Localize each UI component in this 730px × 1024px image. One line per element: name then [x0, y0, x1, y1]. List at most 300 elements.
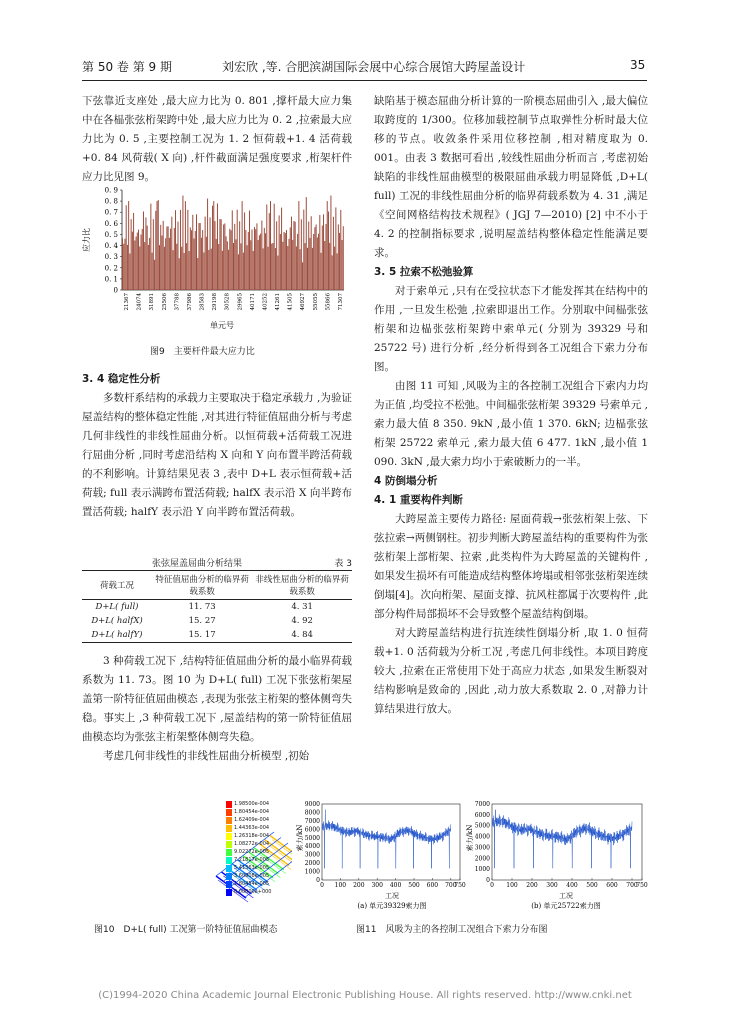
fig11b-y-tick-label: 7000 [474, 801, 490, 808]
fig9-bar [243, 253, 244, 290]
fig9-y-tick-label: 0. 3 [104, 253, 118, 262]
legend-swatch [226, 881, 232, 888]
figure-11b-chart [466, 800, 648, 912]
fig9-bar [268, 247, 269, 290]
fig9-bar [196, 214, 197, 290]
fig9-bar [316, 224, 317, 290]
fig9-bar [306, 197, 307, 290]
fig9-bar [302, 262, 303, 290]
fig9-bar [179, 258, 180, 290]
fig9-bar [218, 244, 219, 290]
fig9-bar [190, 227, 191, 290]
fig9-bar [248, 232, 249, 290]
fig9-bar [323, 214, 324, 290]
legend-swatch [226, 801, 232, 808]
fig9-x-tick-label: 24074 [136, 293, 143, 311]
fig11a-x-tick-label: 750 [454, 882, 466, 889]
fig9-bar [263, 248, 264, 290]
table-cell: 15. 17 [188, 630, 216, 640]
fig9-bar [259, 235, 260, 290]
fig9-bar [277, 256, 278, 290]
left-paragraph-1: 下弦靠近支座处 ,最大应力比为 0. 801 ,撑杆最大应力集中在各榀张弦桁架跨中处 ,最大应力比为 0. 2 ,拉索最大应力比为 0. 5 ,主要控制工况为 1. 2 恒荷载+1. 4 活荷载+0. 84 风荷载( X 向) ,杆件截面满足强度要求 ,桁架杆件应力比见图 9。 [82, 95, 352, 183]
legend-label: 5.41363e-005 [234, 865, 270, 871]
fig9-bar [234, 224, 235, 290]
fig9-bar [195, 231, 196, 290]
fig11a-y-tick-label: 7000 [304, 817, 320, 825]
legend-swatch [226, 817, 232, 824]
table-row [82, 614, 352, 628]
fig9-bar [311, 216, 312, 290]
fig9-bar [298, 201, 299, 290]
fig9-bar [286, 230, 287, 290]
fig11a-xlabel: 工况 [385, 892, 399, 900]
fig9-bar [223, 224, 224, 290]
fig9-bar [128, 201, 129, 290]
fig9-bar [307, 248, 308, 290]
fig9-bar [343, 226, 344, 290]
fig9-y-tick-label: 0. 6 [104, 219, 118, 228]
fig9-bar [271, 244, 272, 290]
fig9-bar [168, 226, 169, 290]
fig9-bar [264, 228, 265, 290]
fig9-bar [269, 213, 270, 290]
fig9-bar [318, 234, 319, 290]
fig9-x-tick-label: 30528 [224, 293, 231, 311]
fig9-x-tick-label: 29965 [237, 293, 244, 311]
fig11b-y-tick-label: 2000 [474, 855, 490, 863]
fig11a-y-tick-label: 3000 [304, 851, 320, 859]
fig9-bar [314, 227, 315, 290]
figure-10-legend [226, 800, 296, 896]
table-header-cell: 荷载工况 [99, 581, 134, 591]
fig11b-xlabel: 工况 [559, 892, 573, 900]
fig9-bar [284, 232, 285, 290]
legend-swatch [226, 865, 232, 872]
fig9-bar [200, 223, 201, 290]
fig9-bar [312, 248, 313, 290]
fig9-bar [221, 219, 222, 290]
fig9-bar [191, 230, 192, 290]
fig11a-y-tick-label: 6000 [304, 826, 320, 834]
fig9-bar [160, 225, 161, 290]
fig9-x-tick-label: 41505 [287, 293, 294, 311]
fig11a-y-tick-label: 9000 [304, 801, 320, 808]
fig11a-x-tick-label: 0 [320, 882, 324, 889]
fig9-bar [292, 240, 293, 290]
fig11b-ylabel: 索力/kN [466, 824, 474, 852]
fig9-bar [150, 204, 151, 290]
fig9-bar [280, 234, 281, 290]
fig9-bar [158, 200, 159, 290]
legend-swatch [226, 889, 232, 896]
fig9-bar [184, 253, 185, 290]
fig9-bar [175, 210, 176, 290]
table-header-row [82, 571, 352, 600]
fig9-bar [215, 221, 216, 290]
table-header-cell: 非线性屈曲分析的临界荷载系数 [255, 575, 349, 597]
legend-label: 7.21817e-005 [234, 857, 270, 863]
fig11b-frame [492, 804, 642, 880]
section-4-1-heading: 4. 1 重要构件判断 [374, 494, 463, 506]
fig9-bar [272, 243, 273, 290]
fig9-bar [229, 229, 230, 290]
fig11a-x-tick-label: 200 [353, 882, 365, 889]
fig9-x-tick-label: 31891 [149, 293, 156, 311]
fig9-bar [123, 244, 124, 290]
fig9-bar [297, 234, 298, 290]
table-cell: 4. 31 [291, 602, 313, 612]
fig9-bar [249, 210, 250, 290]
fig9-bar [293, 221, 294, 290]
fig9-y-tick-label: 0. 1 [104, 275, 118, 284]
fig9-bar [255, 229, 256, 290]
table-3-grid [82, 570, 352, 643]
fig9-bar [309, 238, 310, 290]
fig9-bar [154, 260, 155, 290]
fig9-x-tick-label: 71307 [338, 293, 344, 311]
table-cell: 11. 73 [188, 602, 216, 612]
legend-row [226, 848, 296, 856]
legend-label: 1.44363e-004 [234, 825, 270, 831]
fig9-bar [173, 250, 174, 290]
legend-label: 1.80454e-005 [234, 881, 270, 887]
fig11a-y-tick-label: 0 [316, 877, 320, 884]
table-row [82, 600, 352, 615]
fig9-bar [265, 233, 266, 290]
table-cell: 4. 84 [291, 630, 313, 640]
section-3-5-heading: 3. 5 拉索不松弛验算 [374, 266, 474, 278]
fig9-bar [303, 210, 304, 290]
fig9-y-tick-label: 0. 8 [104, 197, 118, 206]
fig11a-x-tick-label: 600 [426, 882, 439, 889]
fig11b-x-tick-label: 300 [546, 882, 558, 889]
fig9-bar [287, 246, 288, 290]
fig9-bar [327, 201, 328, 290]
fig9-bar [132, 232, 133, 290]
fig9-bar [244, 212, 245, 290]
legend-label: 3.60908e-005 [234, 873, 270, 879]
fig11a-y-tick-label: 8000 [304, 809, 320, 817]
fig9-bar [181, 247, 182, 290]
fig11b-x-tick-label: 400 [566, 882, 578, 889]
left-column [82, 92, 352, 187]
legend-swatch [226, 857, 232, 864]
fig9-bar [329, 243, 330, 290]
fig9-bar [139, 246, 140, 290]
figure-9-caption: 图9 主要杆件最大应力比 [150, 347, 255, 357]
fig11a-y-tick-label: 5000 [304, 834, 320, 842]
fig9-bar [276, 221, 277, 290]
fig9-bar [206, 237, 207, 290]
fig9-plot [105, 187, 344, 311]
legend-row [226, 808, 296, 816]
fig9-bar [282, 242, 283, 290]
fig9-ylabel: 应力比 [82, 228, 91, 252]
table-3 [82, 556, 352, 643]
fig9-bar [174, 228, 175, 290]
fig11b-y-tick-label: 6000 [474, 811, 490, 819]
fig9-bar [338, 224, 339, 290]
fig9-bar [127, 245, 128, 290]
legend-row [226, 872, 296, 880]
fig9-bar [197, 258, 198, 290]
legend-row [226, 856, 296, 864]
fig11b-plot [475, 801, 648, 889]
fig9-bar [169, 238, 170, 290]
fig9-bar [198, 223, 199, 290]
fig9-bar [313, 234, 314, 290]
figure-10-caption: 图10 D+L( full) 工况第一阶特征值屈曲模态 [94, 925, 278, 935]
fig9-bar [260, 234, 261, 290]
legend-label: 1.62409e-004 [234, 817, 270, 823]
legend-swatch [226, 873, 232, 880]
legend-label: 0.00000e+000 [234, 889, 272, 895]
fig9-y-tick-label: 0. 4 [104, 242, 118, 251]
right-paragraph-1: 缺陷基于模态屈曲分析计算的一阶模态屈曲引入 ,最大偏位取跨度的 1/300。位移加载控制节点取弹性分析时最大位移的节点。收敛条件采用位移控制 ,相对精度取为 0. 001。由表 3 数据可看出 ,较线性屈曲分析而言 ,考虑初始缺陷的非线性屈曲模型的极限屈曲承载力明显降低 ,D+L( full) 工况的非线性屈曲分析的临界荷载系数为 4. 31 ,满足《空间网格结构技术规程》( JGJ 7—2010) [2] 中不小于 4. 2 的控制指标要求 ,说明屋盖结构整体稳定性能满足要求。 [374, 95, 648, 259]
fig9-bar [321, 253, 322, 290]
fig11b-y-tick-label: 4000 [474, 833, 490, 841]
fig11a-y-tick-label: 4000 [304, 843, 320, 851]
fig11b-series-line [492, 810, 632, 869]
fig9-bar [328, 212, 329, 290]
page-number: 35 [630, 58, 646, 72]
fig9-bar [182, 196, 183, 290]
fig9-bar [285, 233, 286, 290]
legend-label: 9.02272e-005 [234, 849, 270, 855]
fig9-x-tick-label: 29198 [212, 293, 219, 311]
fig9-bar [189, 251, 190, 290]
fig9-y-tick-label: 0. 5 [104, 230, 118, 239]
fig11b-x-tick-label: 0 [490, 882, 494, 889]
fig9-bar [319, 215, 320, 290]
fig11b-x-tick-label: 600 [606, 882, 618, 889]
fig9-bar [176, 244, 177, 290]
fig9-bar [161, 236, 162, 290]
fig9-bar [235, 239, 236, 290]
fig9-bar [163, 221, 164, 290]
fig9-bar [164, 247, 165, 290]
fig11a-x-tick-label: 700 [445, 882, 457, 889]
right-paragraph-5: 对大跨屋盖结构进行抗连续性倒塌分析 ,取 1. 0 恒荷载+1. 0 活荷载为分析工况 ,考虑几何非线性。本项目跨度较大 ,拉索在正常使用下处于高应力状态 ,如果发生断裂对结构影响是致命的 ,因此 ,动力放大系数取 2. 0 ,对静力计算结果进行放大。 [374, 627, 648, 715]
fig9-bar [290, 227, 291, 290]
table-row [82, 628, 352, 643]
fig11b-y-tick-label: 3000 [474, 844, 490, 852]
fig9-bar [157, 201, 158, 290]
legend-row [226, 824, 296, 832]
fig9-bar [129, 254, 130, 290]
fig9-bar [137, 233, 138, 290]
fig9-bar [155, 211, 156, 290]
fig9-x-tick-label: 28583 [199, 293, 206, 311]
fig9-bar [202, 230, 203, 290]
fig9-bar [138, 230, 139, 290]
fig9-bar [232, 210, 233, 290]
fig9-bar [165, 238, 166, 290]
fig9-bar [166, 226, 167, 290]
fig9-bar [253, 251, 254, 290]
legend-row [226, 840, 296, 848]
fig9-bar [142, 229, 143, 290]
fig9-bar [240, 243, 241, 290]
right-paragraph-3: 由图 11 可知 ,风吸为主的各控制工况组合下索内力均为正值 ,均受拉不松弛。中间榀张弦桁架 39329 号索单元 ,索力最大值 8 350. 9kN ,最小值 1 370. 6kN; 边榀张弦桁架 25722 索单元 ,索力最大值 6 477. 1kN ,最小值 1 090. 3kN ,最大索力均小于索破断力的一半。 [374, 380, 648, 468]
fig9-bar [275, 248, 276, 290]
fig9-x-tick-label: 55866 [325, 293, 332, 311]
table-header-cell: 特征值屈曲分析的临界荷载系数 [155, 575, 249, 597]
legend-swatch [226, 809, 232, 816]
fig9-bar [211, 249, 212, 290]
fig9-bar [131, 219, 132, 290]
legend-label: 1.08272e-004 [234, 841, 270, 847]
fig9-y-tick-label: 0. 2 [104, 264, 118, 273]
fig9-bar [134, 241, 135, 290]
fig9-bar [143, 211, 144, 290]
fig9-bar [153, 219, 154, 290]
fig9-bar [186, 243, 187, 290]
fig11b-x-tick-label: 750 [636, 882, 648, 889]
fig9-bar [141, 235, 142, 290]
fig9-bar [227, 241, 228, 290]
fig11a-x-tick-label: 500 [408, 882, 420, 889]
fig9-bar [180, 210, 181, 290]
figure-11-caption: 图11 风吸为主的各控制工况组合下索力分布图 [356, 925, 548, 935]
fig9-x-tick-label: 37986 [186, 293, 193, 311]
left-paragraph-3: 3 种荷载工况下 ,结构特征值屈曲分析的最小临界荷载系数为 11. 73。图 10 为 D+L( full) 工况下张弦桁架屋盖第一阶特征值屈曲模态 ,表现为张弦主桁架的整体侧弯失稳。事实上 ,3 种荷载工况下 ,屋盖结构的第一阶特征值屈曲模态均为张弦主桁架整体侧弯失稳。 [82, 655, 352, 743]
fig11a-y-tick-label: 2000 [304, 860, 320, 868]
fig9-y-tick-label: 0 [113, 286, 118, 295]
legend-label: 1.80454e-004 [234, 809, 270, 815]
legend-row [226, 864, 296, 872]
legend-row [226, 888, 296, 896]
legend-row [226, 816, 296, 824]
fig9-bar [261, 221, 262, 290]
fig9-y-tick-label: 0. 7 [104, 208, 118, 217]
fig9-bar [216, 239, 217, 290]
journal-issue: 第 50 卷 第 9 期 [82, 60, 172, 74]
fig9-bar [274, 204, 275, 290]
fig9-bar [296, 246, 297, 290]
legend-row [226, 880, 296, 888]
fig9-bar [228, 250, 229, 290]
fig11b-x-tick-label: 100 [506, 882, 518, 889]
fig9-x-tick-label: 40252 [262, 293, 269, 311]
fig9-bar [239, 221, 240, 290]
left-column-bottom [82, 652, 352, 766]
fig11a-ylabel: 索力/kN [296, 824, 304, 852]
fig9-bar [289, 239, 290, 290]
legend-swatch [226, 841, 232, 848]
fig11b-y-tick-label: 5000 [474, 822, 490, 830]
figure-11a-chart [296, 800, 466, 912]
fig9-bar [295, 222, 296, 290]
fig9-x-tick-label: 25506 [161, 293, 168, 311]
fig9-bar [301, 219, 302, 290]
fig11a-caption: (a) 单元39329索力图 [357, 902, 427, 910]
fig9-bar [192, 215, 193, 290]
copyright-footer: (C)1994-2020 China Academic Journal Electronic Publishing House. All rights reserved. http://www.cnki.net [98, 990, 632, 1001]
section-4-heading: 4 防倒塌分析 [374, 475, 438, 487]
fig9-bar [187, 210, 188, 290]
fig9-bar [333, 217, 334, 290]
fig9-x-tick-label: 40171 [249, 293, 256, 311]
right-paragraph-2: 对于索单元 ,只有在受拉状态下才能发挥其在结构中的作用 ,一旦发生松弛 ,拉索即退出工作。分别取中间榀张弦桁架和边榀张弦桁架跨中索单元( 分别为 39329 号和 25722 号) 进行分析 ,经分析得到各工况组合下索力分布图。 [374, 285, 648, 373]
fig9-bar [324, 241, 325, 290]
legend-label: 1.26318e-004 [234, 833, 270, 839]
fig11a-plot [305, 801, 466, 889]
fig9-bar [281, 208, 282, 290]
fig9-x-tick-label: 41261 [275, 293, 282, 311]
fig9-bar [205, 217, 206, 290]
fig9-bar [335, 207, 336, 290]
fig11a-series-line [322, 810, 451, 869]
fig9-bar [152, 253, 153, 290]
table-cell: D+L( full) [95, 602, 139, 612]
fig9-bar [126, 205, 127, 290]
fig9-bar [147, 226, 148, 290]
fig9-x-tick-label: 46927 [300, 293, 307, 311]
left-paragraph-4: 考虑几何非线性的非线性屈曲分析模型 ,初始 [103, 750, 310, 762]
fig9-bar [145, 217, 146, 290]
table-cell: 4. 92 [291, 616, 313, 626]
fig9-bar [237, 210, 238, 290]
fig9-bar [148, 245, 149, 290]
fig9-bar [201, 238, 202, 290]
fig9-bar [258, 240, 259, 290]
fig9-bar [222, 251, 223, 290]
fig9-bar [149, 238, 150, 290]
fig9-bar [207, 199, 208, 290]
fig11a-x-tick-label: 100 [334, 882, 347, 889]
fig9-y-tick-label: 0. 9 [104, 186, 118, 195]
fig9-bar [144, 242, 145, 290]
legend-row [226, 832, 296, 840]
table-3-title: 张弦屋盖屈曲分析结果 [152, 559, 243, 569]
table-cell: D+L( halfY) [91, 630, 143, 640]
fig9-bar [256, 223, 257, 290]
fig9-bar [332, 255, 333, 290]
fig9-bar [226, 236, 227, 290]
fig9-bar [219, 219, 220, 290]
table-cell: D+L( halfX) [91, 616, 143, 626]
legend-swatch [226, 825, 232, 832]
fig9-bar [342, 240, 343, 290]
fig11a-frame [322, 804, 460, 880]
fig9-bar [308, 222, 309, 290]
fig9-bar [326, 224, 327, 290]
fig11b-x-tick-label: 700 [626, 882, 638, 889]
fig9-bar [178, 222, 179, 290]
fig9-xlabel: 单元号 [210, 321, 234, 330]
table-cell: 15. 27 [188, 616, 216, 626]
fig9-bar [171, 217, 172, 290]
fig9-bar [159, 245, 160, 290]
fig9-bar [185, 201, 186, 290]
fig9-bar [266, 204, 267, 290]
fig9-bar [339, 233, 340, 290]
fig11a-x-tick-label: 400 [389, 882, 402, 889]
running-title: 刘宏欣 ,等. 合肥滨湖国际会展中心综合展馆大跨屋盖设计 [222, 60, 526, 74]
fig9-bar [270, 201, 271, 290]
fig9-bar [340, 210, 341, 290]
fig9-bar [247, 245, 248, 290]
fig9-bar [305, 243, 306, 290]
fig9-bar [212, 206, 213, 290]
fig9-bar [250, 240, 251, 290]
fig9-bar [245, 230, 246, 290]
fig9-bar [122, 238, 123, 290]
fig9-bar [334, 247, 335, 290]
section-3-4-heading: 3. 4 稳定性分析 [82, 373, 161, 385]
fig9-bar [124, 239, 125, 290]
